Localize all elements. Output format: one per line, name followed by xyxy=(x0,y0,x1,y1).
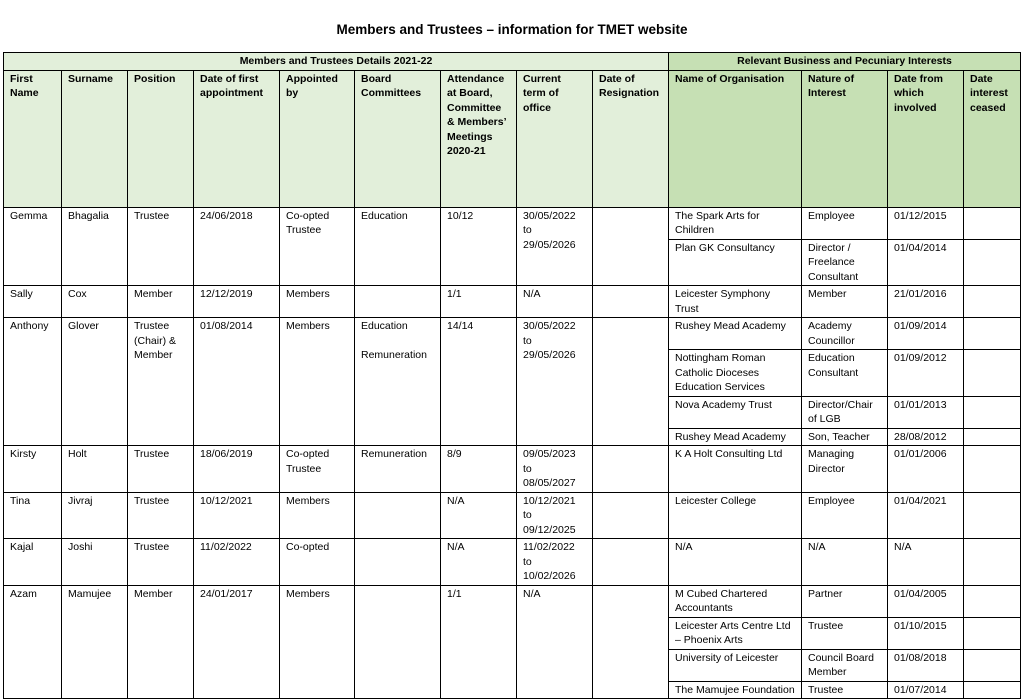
committee-label: Remuneration xyxy=(361,448,427,460)
resignation-cell xyxy=(593,446,669,493)
table-row xyxy=(4,207,1021,239)
term-line: to xyxy=(523,462,532,475)
term-cell xyxy=(517,318,593,446)
first-name-cell: Tina xyxy=(4,492,62,539)
position-cell: Trustee xyxy=(128,492,194,539)
term-cell xyxy=(517,585,593,699)
appointed-by-cell: Members xyxy=(280,318,355,446)
nature-cell: N/A xyxy=(802,539,888,586)
organisation-cell: Nova Academy Trust xyxy=(669,396,802,428)
date-ceased-cell xyxy=(964,539,1021,586)
table-row xyxy=(4,286,1021,318)
organisation-cell: Nottingham Roman Catholic Dioceses Education Services xyxy=(669,350,802,397)
organisation-cell: Leicester Arts Centre Ltd – Phoenix Arts xyxy=(669,617,802,649)
nature-cell: Director/Chair of LGB xyxy=(802,396,888,428)
date-from-cell: N/A xyxy=(888,539,964,586)
section-header-interests: Relevant Business and Pecuniary Interests xyxy=(669,53,1021,71)
date-from-cell: 01/10/2015 xyxy=(888,617,964,649)
date-from-cell: 01/04/2005 xyxy=(888,585,964,617)
nature-cell: Trustee xyxy=(802,681,888,699)
date-from-cell: 01/01/2013 xyxy=(888,396,964,428)
column-header-organisation-name: Name of Organisation xyxy=(669,70,802,207)
nature-cell: Employee xyxy=(802,492,888,539)
appointed-by-cell: Members xyxy=(280,492,355,539)
first-appointment-cell: 10/12/2021 xyxy=(194,492,280,539)
nature-cell: Partner xyxy=(802,585,888,617)
committee-label: Remuneration xyxy=(361,349,427,361)
position-cell: Trustee (Chair) & Member xyxy=(128,318,194,446)
term-cell xyxy=(517,446,593,493)
term-line: 30/05/2022 xyxy=(523,209,576,222)
first-name-cell: Gemma xyxy=(4,207,62,286)
attendance-cell: N/A xyxy=(441,539,517,586)
first-appointment-cell: 11/02/2022 xyxy=(194,539,280,586)
date-from-cell: 01/09/2012 xyxy=(888,350,964,397)
first-appointment-cell: 24/06/2018 xyxy=(194,207,280,286)
committees-cell xyxy=(355,207,441,286)
nature-cell: Managing Director xyxy=(802,446,888,493)
first-name-cell: Sally xyxy=(4,286,62,318)
first-name-cell: Kirsty xyxy=(4,446,62,493)
date-ceased-cell xyxy=(964,286,1021,318)
column-header-first-name: First Name xyxy=(4,70,62,207)
term-line: 09/12/2025 xyxy=(523,523,576,536)
term-line: to xyxy=(523,509,532,521)
term-line: 30/05/2022 xyxy=(523,320,576,332)
surname-cell: Cox xyxy=(62,286,128,318)
term-line: 29/05/2026 xyxy=(523,349,576,361)
organisation-cell: K A Holt Consulting Ltd xyxy=(669,446,802,493)
nature-cell: Trustee xyxy=(802,617,888,649)
column-header-attendance: Attendance at Board, Committee & Members’ Meetings 2020-21 xyxy=(441,70,517,207)
table-row xyxy=(4,318,1021,350)
committees-cell xyxy=(355,585,441,699)
date-from-cell: 21/01/2016 xyxy=(888,286,964,318)
appointed-by-cell: Co-opted xyxy=(280,539,355,586)
resignation-cell xyxy=(593,585,669,699)
term-cell xyxy=(517,492,593,539)
table-row xyxy=(4,446,1021,493)
committees-cell xyxy=(355,539,441,586)
column-header-date-ceased: Date interest ceased xyxy=(964,70,1021,207)
position-cell: Trustee xyxy=(128,207,194,286)
organisation-cell: Rushey Mead Academy xyxy=(669,318,802,350)
date-from-cell: 01/08/2018 xyxy=(888,649,964,681)
date-ceased-cell xyxy=(964,492,1021,539)
organisation-cell: The Spark Arts for Children xyxy=(669,207,802,239)
date-from-cell: 01/04/2021 xyxy=(888,492,964,539)
page-title: Members and Trustees – information for TMET website xyxy=(336,22,688,37)
attendance-cell: N/A xyxy=(441,492,517,539)
term-line: to xyxy=(523,555,532,568)
table-row xyxy=(4,585,1021,617)
term-line: 08/05/2027 xyxy=(523,477,576,489)
appointed-by-cell: Members xyxy=(280,585,355,699)
attendance-cell: 1/1 xyxy=(441,286,517,318)
table-row xyxy=(4,539,1021,586)
term-line: 10/12/2021 xyxy=(523,494,576,507)
nature-cell: Council Board Member xyxy=(802,649,888,681)
position-cell: Member xyxy=(128,286,194,318)
surname-cell: Holt xyxy=(62,446,128,493)
term-line: 10/02/2026 xyxy=(523,570,576,582)
appointed-by-cell: Co-opted Trustee xyxy=(280,446,355,493)
first-name-cell: Azam xyxy=(4,585,62,699)
column-header-date-resignation: Date of Resignation xyxy=(593,70,669,207)
organisation-cell: Rushey Mead Academy xyxy=(669,428,802,446)
column-header-board-committees: Board Committees xyxy=(355,70,441,207)
committees-cell xyxy=(355,286,441,318)
organisation-cell: Leicester Symphony Trust xyxy=(669,286,802,318)
column-header-surname: Surname xyxy=(62,70,128,207)
date-from-cell: 01/04/2014 xyxy=(888,239,964,286)
committee-label: Education xyxy=(361,209,408,222)
appointed-by-cell: Members xyxy=(280,286,355,318)
resignation-cell xyxy=(593,539,669,586)
organisation-cell: University of Leicester xyxy=(669,649,802,681)
committee-label: Education xyxy=(361,320,408,332)
nature-cell: Employee xyxy=(802,207,888,239)
term-line: 11/02/2022 xyxy=(523,541,575,553)
column-header-date-from: Date from which involved xyxy=(888,70,964,207)
date-ceased-cell xyxy=(964,649,1021,681)
date-from-cell: 28/08/2012 xyxy=(888,428,964,446)
attendance-cell: 10/12 xyxy=(441,207,517,286)
column-header-date-first-appointment: Date of first appointment xyxy=(194,70,280,207)
resignation-cell xyxy=(593,207,669,286)
members-trustees-table xyxy=(3,52,1021,699)
committees-cell xyxy=(355,492,441,539)
nature-cell: Education Consultant xyxy=(802,350,888,397)
first-appointment-cell: 18/06/2019 xyxy=(194,446,280,493)
term-line: to xyxy=(523,334,532,347)
position-cell: Trustee xyxy=(128,539,194,586)
term-line: 29/05/2026 xyxy=(523,238,576,251)
nature-cell: Son, Teacher xyxy=(802,428,888,446)
committees-cell xyxy=(355,446,441,493)
column-header-appointed-by: Appointed by xyxy=(280,70,355,207)
term-cell xyxy=(517,539,593,586)
first-name-cell: Kajal xyxy=(4,539,62,586)
nature-cell: Academy Councillor xyxy=(802,318,888,350)
surname-cell: Glover xyxy=(62,318,128,446)
position-cell: Member xyxy=(128,585,194,699)
column-header-position: Position xyxy=(128,70,194,207)
date-ceased-cell xyxy=(964,207,1021,239)
table-row xyxy=(4,492,1021,539)
date-from-cell: 01/12/2015 xyxy=(888,207,964,239)
nature-cell: Director / Freelance Consultant xyxy=(802,239,888,286)
section-header-details: Members and Trustees Details 2021-22 xyxy=(4,53,669,71)
date-ceased-cell xyxy=(964,585,1021,617)
attendance-cell: 8/9 xyxy=(441,446,517,493)
term-line: to xyxy=(523,224,532,236)
term-line: 09/05/2023 xyxy=(523,448,576,460)
date-ceased-cell xyxy=(964,446,1021,493)
attendance-cell: 14/14 xyxy=(441,318,517,446)
date-ceased-cell xyxy=(964,681,1021,699)
position-cell: Trustee xyxy=(128,446,194,493)
resignation-cell xyxy=(593,318,669,446)
organisation-cell: The Mamujee Foundation xyxy=(669,681,802,699)
date-ceased-cell xyxy=(964,396,1021,428)
committees-cell xyxy=(355,318,441,446)
date-ceased-cell xyxy=(964,239,1021,286)
date-ceased-cell xyxy=(964,318,1021,350)
first-name-cell: Anthony xyxy=(4,318,62,446)
organisation-cell: Leicester College xyxy=(669,492,802,539)
first-appointment-cell: 12/12/2019 xyxy=(194,286,280,318)
date-ceased-cell xyxy=(964,617,1021,649)
date-ceased-cell xyxy=(964,350,1021,397)
surname-cell: Mamujee xyxy=(62,585,128,699)
term-line: N/A xyxy=(523,288,541,300)
date-from-cell: 01/09/2014 xyxy=(888,318,964,350)
surname-cell: Jivraj xyxy=(62,492,128,539)
first-appointment-cell: 01/08/2014 xyxy=(194,318,280,446)
nature-cell: Member xyxy=(802,286,888,318)
organisation-cell: Plan GK Consultancy xyxy=(669,239,802,286)
column-header-current-term: Current term of office xyxy=(517,70,593,207)
resignation-cell xyxy=(593,286,669,318)
surname-cell: Joshi xyxy=(62,539,128,586)
surname-cell: Bhagalia xyxy=(62,207,128,286)
organisation-cell: M Cubed Chartered Accountants xyxy=(669,585,802,617)
appointed-by-cell: Co-opted Trustee xyxy=(280,207,355,286)
term-cell xyxy=(517,207,593,286)
organisation-cell: N/A xyxy=(669,539,802,586)
first-appointment-cell: 24/01/2017 xyxy=(194,585,280,699)
term-cell xyxy=(517,286,593,318)
date-ceased-cell xyxy=(964,428,1021,446)
column-header-nature-of-interest: Nature of Interest xyxy=(802,70,888,207)
term-line: N/A xyxy=(523,587,541,600)
resignation-cell xyxy=(593,492,669,539)
attendance-cell: 1/1 xyxy=(441,585,517,699)
date-from-cell: 01/01/2006 xyxy=(888,446,964,493)
date-from-cell: 01/07/2014 xyxy=(888,681,964,699)
